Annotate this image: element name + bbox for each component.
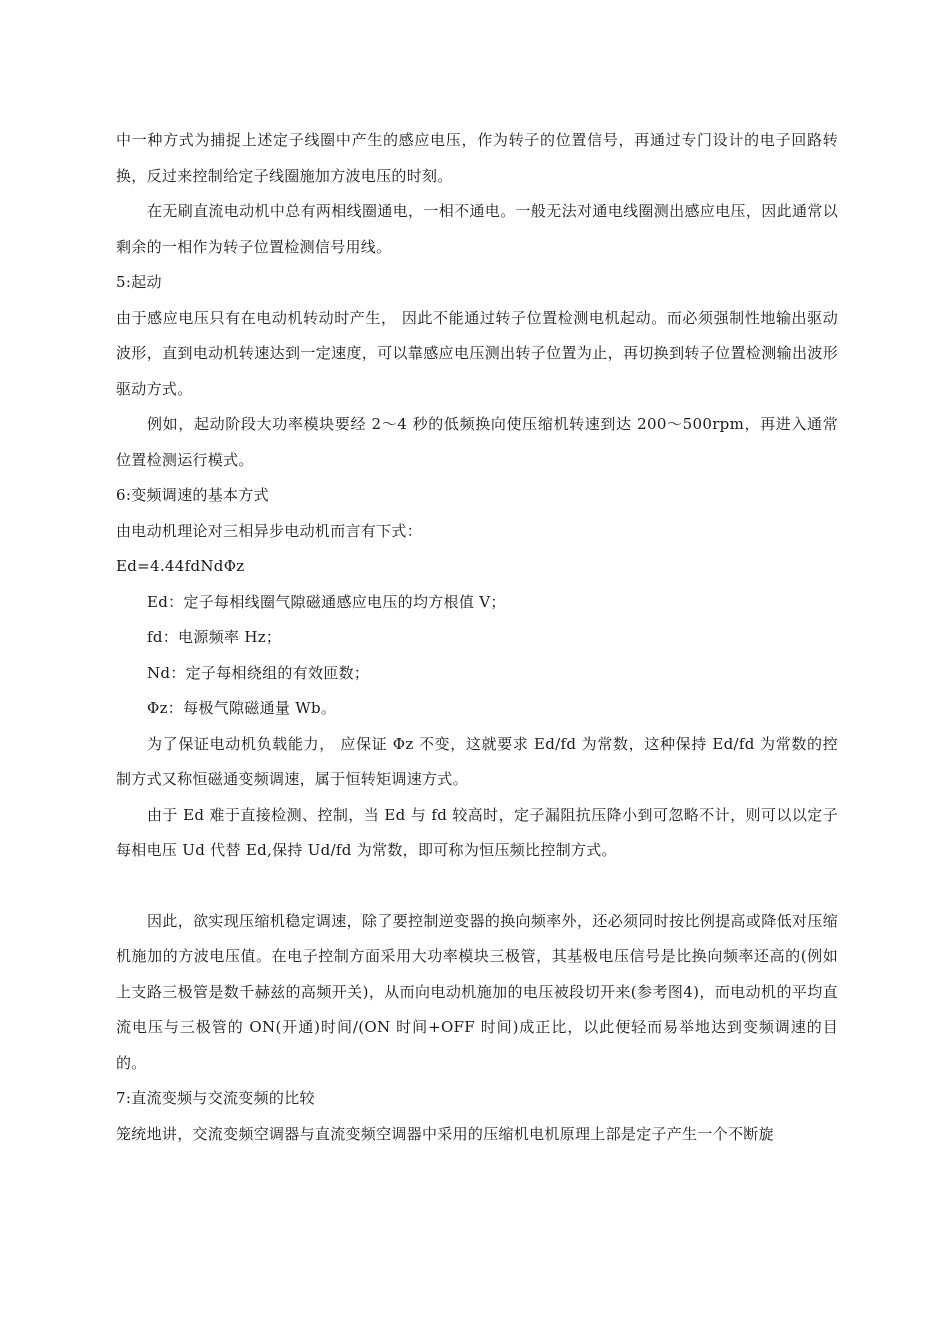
paragraph-sensing-method: 中一种方式为捕捉上述定子线圈中产生的感应电压，作为转子的位置信号，再通过专门设计的电子回路转换，反过来控制给定子线圈施加方波电压的时刻。 [116,131,838,185]
paragraph-constant-flux: 为了保证电动机负载能力， 应保证 Φz 不变，这就要求 Ed/fd 为常数，这种保持 Ed/fd 为常数的控制方式又称恒磁通变频调速，属于恒转矩调速方式。 [116,734,838,788]
paragraph-gap [116,869,838,904]
paragraph-constant-vf: 由于 Ed 难于直接检测、控制，当 Ed 与 fd 较高时，定子漏阻抗压降小到可忽略不计，则可以以定子每相电压 Ud 代替 Ed,保持 Ud/fd 为常数，即可称为恒压频比控制方式。 [116,805,838,859]
paragraph-startup-description: 由于感应电压只有在电动机转动时产生， 因此不能通过转子位置检测电机起动。而必须强制性地输出驱动波形，直到电动机转速达到一定速度，可以靠感应电压测出转子位置为止，再切换到转子位置检测输出波形驱动方式。 [116,308,838,398]
paragraph-brushless-coils: 在无刷直流电动机中总有两相线圈通电，一相不通电。一般无法对通电线圈测出感应电压，因此通常以剩余的一相作为转子位置检测信号用线。 [116,202,838,256]
document-body [116,123,838,1152]
paragraph-pwm-control: 因此，欲实现压缩机稳定调速，除了要控制逆变器的换向频率外，还必须同时按比例提高或降低对压缩机施加的方波电压值。在电子控制方面采用大功率模块三极管，其基极电压信号是比换向频率还高的(例如上支路三极管是数千赫兹的高频开关)，从而向电动机施加的电压被段切开来(参考图4)，而电动机的平均直流电压与三极管的 ON(开通)时间/(ON 时间+OFF 时间)成正比，以此便轻而易举地达到变频调速的目的。 [116,911,838,1072]
section-heading-dc-ac-comparison: 7:直流变频与交流变频的比较 [116,1089,315,1107]
paragraph-startup-example: 例如，起动阶段大功率模块要经 2～4 秒的低频换向使压缩机转速到达 200～500rpm，再进入通常位置检测运行模式。 [116,415,838,469]
paragraph-comparison-start: 笼统地讲，交流变频空调器与直流变频空调器中采用的压缩机电机原理上部是定子产生一个不断旋 [116,1124,774,1143]
definition-ed: Ed：定子每相线圈气隙磁通感应电压的均方根值 V； [147,592,506,611]
paragraph-motor-theory: 由电动机理论对三相异步电动机而言有下式： [116,521,423,540]
formula-induced-voltage: Ed=4.44fdNdΦz [116,557,245,575]
section-heading-speed-control: 6:变频调速的基本方式 [116,486,269,504]
section-heading-startup: 5:起动 [116,273,162,291]
definition-fd: fd：电源频率 Hz； [147,628,282,646]
definition-phiz: Φz：每极气隙磁通量 Wb。 [147,699,337,717]
definition-nd: Nd：定子每相绕组的有效匝数； [147,663,370,682]
